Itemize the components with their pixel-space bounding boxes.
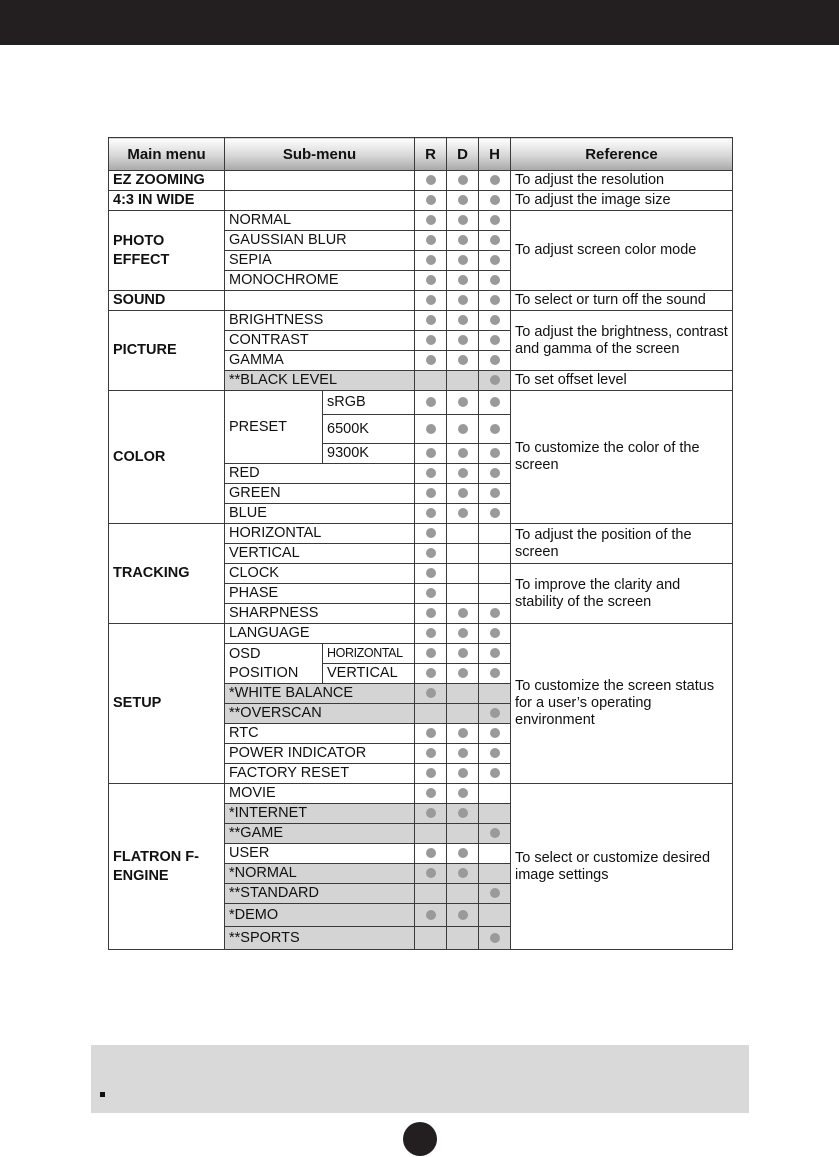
mode-d-dot <box>458 910 468 920</box>
table-row <box>109 391 733 415</box>
table-row <box>109 624 733 644</box>
table-row <box>109 311 733 331</box>
note-box <box>91 1045 749 1113</box>
sub-menu-cell: POWER INDICATOR <box>225 744 415 764</box>
mode-d-dot <box>458 195 468 205</box>
mode-d-dot <box>458 768 468 778</box>
osd-position-label: OSD POSITION <box>225 644 323 684</box>
mode-r-dot <box>426 688 436 698</box>
table-header-row <box>109 138 733 171</box>
sub-menu-cell: **GAME <box>225 824 415 844</box>
mode-r-dot <box>426 588 436 598</box>
header-sub-menu: Sub-menu <box>225 138 415 171</box>
sub-menu-cell: FACTORY RESET <box>225 764 415 784</box>
reference-cell: To set offset level <box>511 371 733 391</box>
mode-h-dot <box>490 448 500 458</box>
reference-cell: To customize the screen status for a user’s operating environment <box>511 624 733 784</box>
mode-d-dot <box>458 808 468 818</box>
sub-menu-cell: GAMMA <box>225 351 415 371</box>
mode-d-dot <box>458 255 468 265</box>
header-h: H <box>479 138 511 171</box>
reference-cell: To select or turn off the sound <box>511 291 733 311</box>
mode-r-dot <box>426 295 436 305</box>
mode-h-dot <box>490 828 500 838</box>
mode-r-dot <box>426 397 436 407</box>
sub-menu-cell: PHASE <box>225 584 415 604</box>
mode-r-dot <box>426 868 436 878</box>
header-main-menu: Main menu <box>109 138 225 171</box>
mode-d-dot <box>458 648 468 658</box>
reference-cell: To adjust screen color mode <box>511 211 733 291</box>
mode-r-dot <box>426 508 436 518</box>
mode-h-dot <box>490 335 500 345</box>
sub-menu-cell: 6500K <box>323 415 415 444</box>
mode-h-dot <box>490 195 500 205</box>
mode-h-dot <box>490 468 500 478</box>
mode-d-dot <box>458 728 468 738</box>
mode-r-dot <box>426 568 436 578</box>
sub-menu-cell: HORIZONTAL <box>323 644 415 664</box>
mode-r-dot <box>426 608 436 618</box>
main-menu-cell: TRACKING <box>109 524 225 624</box>
mode-d-dot <box>458 508 468 518</box>
mode-d-dot <box>458 468 468 478</box>
preset-label: PRESET <box>225 391 323 464</box>
mode-d-dot <box>458 295 468 305</box>
table-row <box>109 171 733 191</box>
mode-h-dot <box>490 355 500 365</box>
reference-cell: To adjust the brightness, contrast and gamma of the screen <box>511 311 733 371</box>
sub-menu-cell: MONOCHROME <box>225 271 415 291</box>
sub-menu-cell: *INTERNET <box>225 804 415 824</box>
header-r: R <box>415 138 447 171</box>
bullet-icon <box>100 1092 105 1097</box>
sub-menu-cell: *DEMO <box>225 904 415 927</box>
mode-r-dot <box>426 175 436 185</box>
mode-d-dot <box>458 748 468 758</box>
mode-r-dot <box>426 255 436 265</box>
sub-menu-cell: RED <box>225 464 415 484</box>
mode-r-dot <box>426 768 436 778</box>
sub-menu-cell: USER <box>225 844 415 864</box>
mode-h-dot <box>490 215 500 225</box>
mode-r-dot <box>426 315 436 325</box>
mode-h-dot <box>490 648 500 658</box>
mode-h-dot <box>490 608 500 618</box>
mode-r-dot <box>426 668 436 678</box>
sub-menu-cell: GAUSSIAN BLUR <box>225 231 415 251</box>
sub-menu-cell: CONTRAST <box>225 331 415 351</box>
page-number-circle <box>403 1122 437 1156</box>
mode-h-dot <box>490 424 500 434</box>
main-menu-cell: SETUP <box>109 624 225 784</box>
main-menu-cell: SOUND <box>109 291 225 311</box>
mode-r-dot <box>426 424 436 434</box>
mode-r-dot <box>426 355 436 365</box>
top-header-bar <box>0 0 839 45</box>
mode-d-dot <box>458 668 468 678</box>
mode-r-dot <box>426 195 436 205</box>
mode-h-dot <box>490 235 500 245</box>
mode-d-dot <box>458 335 468 345</box>
mode-r-dot <box>426 275 436 285</box>
mode-d-dot <box>458 628 468 638</box>
mode-r-dot <box>426 335 436 345</box>
mode-r-dot <box>426 728 436 738</box>
mode-d-dot <box>458 424 468 434</box>
sub-menu-cell: LANGUAGE <box>225 624 415 644</box>
sub-menu-cell: VERTICAL <box>225 544 415 564</box>
osd-menu-table <box>108 137 733 950</box>
mode-h-dot <box>490 628 500 638</box>
mode-r-dot <box>426 528 436 538</box>
sub-menu-cell: sRGB <box>323 391 415 415</box>
mode-h-dot <box>490 295 500 305</box>
main-menu-cell: EZ ZOOMING <box>109 171 225 191</box>
mode-d-dot <box>458 275 468 285</box>
header-d: D <box>447 138 479 171</box>
mode-d-dot <box>458 355 468 365</box>
sub-menu-cell: *WHITE BALANCE <box>225 684 415 704</box>
mode-d-dot <box>458 215 468 225</box>
mode-r-dot <box>426 468 436 478</box>
mode-h-dot <box>490 508 500 518</box>
sub-menu-cell: CLOCK <box>225 564 415 584</box>
reference-cell: To adjust the position of the screen <box>511 524 733 564</box>
sub-menu-cell: HORIZONTAL <box>225 524 415 544</box>
mode-d-dot <box>458 448 468 458</box>
mode-h-dot <box>490 315 500 325</box>
sub-menu-cell: VERTICAL <box>323 664 415 684</box>
main-menu-cell: PICTURE <box>109 311 225 391</box>
mode-h-dot <box>490 888 500 898</box>
mode-h-dot <box>490 255 500 265</box>
mode-r-dot <box>426 748 436 758</box>
mode-h-dot <box>490 728 500 738</box>
mode-h-dot <box>490 375 500 385</box>
mode-d-dot <box>458 397 468 407</box>
sub-menu-cell: 9300K <box>323 444 415 464</box>
reference-cell: To select or customize desired image settings <box>511 784 733 950</box>
mode-r-dot <box>426 488 436 498</box>
sub-menu-cell: SHARPNESS <box>225 604 415 624</box>
reference-cell: To customize the color of the screen <box>511 391 733 524</box>
mode-r-dot <box>426 808 436 818</box>
header-reference: Reference <box>511 138 733 171</box>
sub-menu-cell: GREEN <box>225 484 415 504</box>
mode-d-dot <box>458 788 468 798</box>
mode-d-dot <box>458 315 468 325</box>
mode-h-dot <box>490 275 500 285</box>
mode-r-dot <box>426 628 436 638</box>
sub-menu-cell: BLUE <box>225 504 415 524</box>
reference-cell: To improve the clarity and stability of the screen <box>511 564 733 624</box>
mode-d-dot <box>458 235 468 245</box>
main-menu-cell: 4:3 IN WIDE <box>109 191 225 211</box>
sub-menu-cell: SEPIA <box>225 251 415 271</box>
mode-d-dot <box>458 868 468 878</box>
sub-menu-cell: **BLACK LEVEL <box>225 371 415 391</box>
mode-h-dot <box>490 933 500 943</box>
mode-r-dot <box>426 548 436 558</box>
table-row <box>109 524 733 544</box>
mode-d-dot <box>458 608 468 618</box>
mode-r-dot <box>426 788 436 798</box>
mode-h-dot <box>490 708 500 718</box>
sub-menu-cell: *NORMAL <box>225 864 415 884</box>
main-menu-cell: PHOTO EFFECT <box>109 211 225 291</box>
sub-menu-cell: MOVIE <box>225 784 415 804</box>
mode-h-dot <box>490 397 500 407</box>
sub-menu-cell: RTC <box>225 724 415 744</box>
mode-r-dot <box>426 448 436 458</box>
reference-cell: To adjust the resolution <box>511 171 733 191</box>
sub-menu-cell: **SPORTS <box>225 927 415 950</box>
sub-menu-cell: BRIGHTNESS <box>225 311 415 331</box>
mode-d-dot <box>458 175 468 185</box>
mode-r-dot <box>426 910 436 920</box>
mode-d-dot <box>458 488 468 498</box>
table-row <box>109 191 733 211</box>
mode-r-dot <box>426 235 436 245</box>
mode-h-dot <box>490 488 500 498</box>
mode-r-dot <box>426 215 436 225</box>
mode-h-dot <box>490 668 500 678</box>
main-menu-cell: COLOR <box>109 391 225 524</box>
sub-menu-cell: NORMAL <box>225 211 415 231</box>
reference-cell: To adjust the image size <box>511 191 733 211</box>
mode-r-dot <box>426 848 436 858</box>
table-row <box>109 784 733 804</box>
table-row <box>109 211 733 231</box>
sub-menu-cell: **OVERSCAN <box>225 704 415 724</box>
mode-h-dot <box>490 768 500 778</box>
table-row <box>109 291 733 311</box>
sub-menu-cell: **STANDARD <box>225 884 415 904</box>
main-menu-cell: FLATRON F-ENGINE <box>109 784 225 950</box>
mode-d-dot <box>458 848 468 858</box>
mode-h-dot <box>490 748 500 758</box>
mode-r-dot <box>426 648 436 658</box>
mode-h-dot <box>490 175 500 185</box>
